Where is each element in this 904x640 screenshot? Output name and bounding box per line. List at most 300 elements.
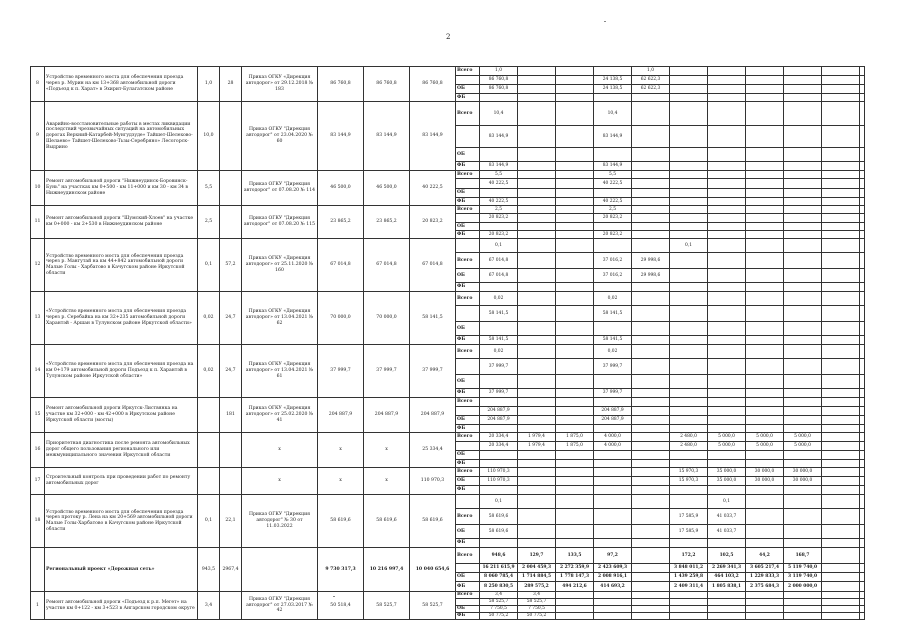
finance-cell: 0,1 xyxy=(480,495,518,509)
finance-cell: 1 714 884,5 xyxy=(518,573,556,582)
finance-cell-empty xyxy=(632,599,670,606)
finance-cell: 58 141,5 xyxy=(594,336,632,345)
finance-cell xyxy=(670,322,708,336)
finance-source-label: Всего xyxy=(456,171,480,179)
finance-cell xyxy=(556,407,594,416)
finance-cell: 83 144,9 xyxy=(480,126,518,148)
finance-cell xyxy=(860,509,865,525)
finance-cell: 464 103,2 xyxy=(708,573,746,582)
finance-cell xyxy=(518,398,556,407)
duration xyxy=(220,206,242,239)
finance-cell xyxy=(594,525,632,539)
finance-cell xyxy=(860,231,865,239)
finance-cell xyxy=(670,94,708,102)
finance-cell xyxy=(822,345,860,359)
finance-cell: 0,02 xyxy=(594,345,632,359)
finance-cell: 58 619,6 xyxy=(480,525,518,539)
finance-cell xyxy=(860,269,865,283)
project-name: Устройство временного моста для обеспечения проезда через протоку р. Лена на км 20+569 автомобильной дороги Малые Голы-Харбатово в Качугском районе Иркутской области xyxy=(45,495,198,548)
finance-source-label: ОБ xyxy=(456,322,480,336)
finance-cell xyxy=(594,451,632,460)
finance-cell xyxy=(480,451,518,460)
total-financing: 58 141,5 xyxy=(410,292,456,345)
finance-cell-empty xyxy=(784,613,822,620)
duration: 2967,4 xyxy=(220,548,242,592)
finance-cell xyxy=(746,253,784,269)
finance-cell: 0,02 xyxy=(594,292,632,306)
finance-cell xyxy=(632,582,670,592)
contract-cost: 86 760,8 xyxy=(364,67,410,102)
finance-cell-empty xyxy=(822,592,860,599)
finance-cell xyxy=(860,102,865,126)
finance-cell-empty xyxy=(670,613,708,620)
finance-cell xyxy=(784,425,822,433)
finance-cell xyxy=(708,451,746,460)
finance-cell: 2 480,0 xyxy=(670,442,708,451)
finance-cell-empty xyxy=(860,548,865,564)
finance-cell xyxy=(822,359,860,375)
finance-cell: 37 016,2 xyxy=(594,253,632,269)
finance-cell xyxy=(556,416,594,425)
finance-source-label: ОБ xyxy=(456,189,480,198)
finance-cell xyxy=(632,189,670,198)
finance-source-label: ОБ xyxy=(456,525,480,539)
finance-cell xyxy=(670,162,708,171)
finance-cell: 204 887,9 xyxy=(480,407,518,416)
basis-document: Приказ ОГКУ «Дирекция автодорог» от 25.02.2020 № 41 xyxy=(242,398,318,433)
total-financing: 110 970,3 xyxy=(410,468,456,495)
finance-cell xyxy=(594,486,632,495)
finance-cell xyxy=(632,179,670,189)
finance-cell xyxy=(784,231,822,239)
finance-cell xyxy=(480,189,518,198)
finance-cell xyxy=(822,223,860,231)
finance-cell xyxy=(746,148,784,162)
finance-source-label: ФБ xyxy=(456,162,480,171)
finance-cell xyxy=(822,425,860,433)
estimated-cost: x xyxy=(318,433,364,468)
finance-cell xyxy=(556,253,594,269)
finance-cell: 15 970,3 xyxy=(670,477,708,486)
finance-cell xyxy=(518,509,556,525)
finance-cell xyxy=(822,231,860,239)
duration: 28 xyxy=(220,67,242,102)
finance-cell: 30 000,0 xyxy=(746,477,784,486)
finance-cell xyxy=(708,359,746,375)
finance-cell: 44,2 xyxy=(746,548,784,564)
finance-cell xyxy=(594,189,632,198)
finance-cell: 10,4 xyxy=(480,102,518,126)
finance-cell xyxy=(746,171,784,179)
finance-cell xyxy=(518,67,556,76)
finance-cell xyxy=(860,433,865,442)
finance-cell xyxy=(594,425,632,433)
finance-cell xyxy=(632,239,670,253)
finance-cell xyxy=(784,416,822,425)
duration xyxy=(220,171,242,206)
finance-cell-empty xyxy=(784,599,822,606)
finance-cell xyxy=(518,179,556,189)
length-km xyxy=(198,468,220,495)
finance-cell xyxy=(632,375,670,389)
finance-cell xyxy=(860,253,865,269)
finance-cell xyxy=(708,239,746,253)
finance-source-label: ФБ xyxy=(456,460,480,468)
finance-cell xyxy=(708,486,746,495)
finance-cell xyxy=(708,67,746,76)
project-name: Ремонт автомобильной дороги "Шумский-Хлоев" на участке км 0+000 - км 2+530 в Нижнеудинском районе xyxy=(45,206,198,239)
finance-cell: 35 000,0 xyxy=(708,468,746,477)
finance-cell: 4 000,0 xyxy=(594,442,632,451)
finance-cell xyxy=(632,433,670,442)
finance-cell xyxy=(860,525,865,539)
finance-cell xyxy=(822,322,860,336)
finance-cell xyxy=(670,189,708,198)
finance-cell xyxy=(708,231,746,239)
finance-source-label: Всего xyxy=(456,292,480,306)
finance-cell-empty xyxy=(670,592,708,599)
row-number xyxy=(31,548,45,592)
finance-cell xyxy=(708,171,746,179)
finance-cell xyxy=(746,189,784,198)
finance-cell xyxy=(822,477,860,486)
finance-cell: 1 875,0 xyxy=(556,442,594,451)
finance-cell xyxy=(708,85,746,94)
finance-cell xyxy=(518,76,556,85)
finance-cell xyxy=(746,495,784,509)
finance-cell xyxy=(556,389,594,398)
basis-document: Приказ ОГКУ "Дирекция автодорог" от 07.08.20 № 114 xyxy=(242,171,318,206)
finance-cell xyxy=(518,189,556,198)
finance-cell xyxy=(518,253,556,269)
finance-cell xyxy=(746,336,784,345)
finance-cell xyxy=(518,451,556,460)
finance-source-label: ОБ xyxy=(456,85,480,94)
finance-cell xyxy=(784,375,822,389)
finance-cell: 5 000,0 xyxy=(784,442,822,451)
finance-cell: 7 750,5 xyxy=(480,606,518,613)
finance-cell xyxy=(708,460,746,468)
finance-cell xyxy=(556,468,594,477)
finance-cell xyxy=(518,539,556,548)
finance-cell xyxy=(594,613,632,620)
length-km: 2,5 xyxy=(198,206,220,239)
finance-source-label: ФБ xyxy=(456,486,480,495)
finance-cell xyxy=(784,239,822,253)
finance-cell: 3 848 011,2 xyxy=(670,564,708,573)
finance-cell xyxy=(518,425,556,433)
finance-cell xyxy=(556,223,594,231)
finance-cell: 58 141,5 xyxy=(480,336,518,345)
basis-document: x xyxy=(242,468,318,495)
finance-cell xyxy=(556,322,594,336)
finance-cell xyxy=(708,425,746,433)
finance-cell: 1 875,0 xyxy=(556,433,594,442)
finance-cell xyxy=(594,239,632,253)
finance-source-label: ОБ xyxy=(456,606,480,613)
finance-cell xyxy=(822,253,860,269)
finance-cell xyxy=(860,306,865,322)
finance-cell xyxy=(708,375,746,389)
finance-cell xyxy=(860,486,865,495)
finance-cell xyxy=(746,407,784,416)
finance-cell xyxy=(556,592,594,599)
finance-cell: 20 334,4 xyxy=(480,433,518,442)
finance-cell-empty xyxy=(822,613,860,620)
row-number: 11 xyxy=(31,206,45,239)
finance-cell xyxy=(518,198,556,206)
finance-cell xyxy=(670,398,708,407)
finance-cell xyxy=(784,214,822,223)
finance-cell xyxy=(670,375,708,389)
basis-document: Приказ ОГКУ «Дирекция автодорог» от 13.04.2021 № 62 xyxy=(242,292,318,345)
finance-cell-empty xyxy=(784,592,822,599)
finance-cell: 41 033,7 xyxy=(708,509,746,525)
finance-cell xyxy=(746,389,784,398)
table-row xyxy=(31,206,865,214)
estimated-cost: 58 619,6 xyxy=(318,495,364,548)
finance-cell xyxy=(708,398,746,407)
finance-cell xyxy=(784,179,822,189)
finance-cell-empty xyxy=(822,582,860,592)
length-km xyxy=(198,433,220,468)
table-row xyxy=(31,239,865,253)
finance-cell: 20 823,2 xyxy=(480,231,518,239)
finance-cell xyxy=(518,322,556,336)
finance-cell-empty xyxy=(708,592,746,599)
finance-cell: 58 525,7 xyxy=(480,599,518,606)
finance-cell: 67 014,8 xyxy=(480,269,518,283)
finance-cell-empty xyxy=(632,606,670,613)
finance-cell: 62 622,3 xyxy=(632,85,670,94)
row-number: 16 xyxy=(31,433,45,468)
finance-cell: 2 008 916,1 xyxy=(594,573,632,582)
finance-cell xyxy=(860,85,865,94)
finance-cell-empty xyxy=(860,613,865,620)
total-financing: 40 222,5 xyxy=(410,171,456,206)
finance-cell xyxy=(670,495,708,509)
finance-cell xyxy=(556,162,594,171)
contract-cost: 37 999,7 xyxy=(364,345,410,398)
finance-source-label: ОБ xyxy=(456,148,480,162)
finance-cell xyxy=(518,486,556,495)
length-km: 10,0 xyxy=(198,102,220,171)
finance-cell xyxy=(670,126,708,148)
finance-cell xyxy=(822,398,860,407)
finance-cell xyxy=(518,477,556,486)
finance-cell: 3,4 xyxy=(518,592,556,599)
finance-cell xyxy=(822,239,860,253)
finance-source-label: ФБ xyxy=(456,231,480,239)
contract-cost: x xyxy=(364,468,410,495)
finance-cell xyxy=(594,94,632,102)
finance-cell xyxy=(480,398,518,407)
finance-cell: 110 970,3 xyxy=(480,468,518,477)
finance-cell xyxy=(632,359,670,375)
finance-cell xyxy=(708,94,746,102)
finance-cell xyxy=(860,345,865,359)
finance-cell xyxy=(556,102,594,126)
finance-cell xyxy=(594,223,632,231)
finance-cell xyxy=(746,509,784,525)
program-table xyxy=(30,66,865,620)
finance-cell xyxy=(518,171,556,179)
finance-cell xyxy=(746,359,784,375)
finance-cell xyxy=(822,442,860,451)
finance-cell xyxy=(556,269,594,283)
finance-cell xyxy=(708,162,746,171)
finance-cell xyxy=(784,148,822,162)
finance-cell xyxy=(632,548,670,564)
finance-cell xyxy=(518,126,556,148)
finance-cell: 30 000,0 xyxy=(746,468,784,477)
finance-cell: 2,5 xyxy=(594,206,632,214)
finance-cell xyxy=(518,460,556,468)
finance-source-label xyxy=(456,126,480,148)
finance-cell xyxy=(518,359,556,375)
finance-cell-empty xyxy=(708,599,746,606)
finance-cell xyxy=(632,573,670,582)
finance-cell: 30 000,0 xyxy=(784,477,822,486)
finance-cell xyxy=(784,525,822,539)
finance-cell xyxy=(632,94,670,102)
finance-cell xyxy=(556,539,594,548)
basis-document: Приказ ОГКУ «Дирекция автодорог» от 25.11.2020 № 160 xyxy=(242,239,318,292)
finance-cell: 5 000,0 xyxy=(746,442,784,451)
finance-cell: 8 250 830,5 xyxy=(480,582,518,592)
project-name: Строительный контроль при проведении работ по ремонту автомобильных дорог xyxy=(45,468,198,495)
finance-cell xyxy=(708,416,746,425)
project-name: Устройство временного моста для обеспечения проезда через р. Мангутай на км 44+842 автомобильной дороги Малые Голы - Харбатово в Качугском районе Иркутской области xyxy=(45,239,198,292)
finance-cell xyxy=(860,283,865,292)
contract-cost: 204 887,9 xyxy=(364,398,410,433)
finance-cell xyxy=(784,283,822,292)
finance-cell xyxy=(480,283,518,292)
finance-cell-empty xyxy=(670,599,708,606)
finance-cell: 83 144,9 xyxy=(594,162,632,171)
finance-source-label: Всего xyxy=(456,345,480,359)
finance-cell xyxy=(746,425,784,433)
finance-cell xyxy=(860,468,865,477)
finance-cell xyxy=(746,322,784,336)
finance-cell xyxy=(632,223,670,231)
finance-cell xyxy=(708,336,746,345)
finance-cell: 20 823,2 xyxy=(480,214,518,223)
finance-cell xyxy=(480,322,518,336)
finance-cell xyxy=(708,306,746,322)
finance-cell xyxy=(822,486,860,495)
finance-cell: 29 998,6 xyxy=(632,269,670,283)
finance-cell xyxy=(746,345,784,359)
project-name: Ремонт автомобильной дороги Иркутск-Листвянка на участке км 32+000 - км 42+000 в Иркутском районе Иркутской области (мосты) xyxy=(45,398,198,433)
finance-source-label: ФБ xyxy=(456,94,480,102)
finance-cell xyxy=(556,375,594,389)
finance-cell: 1 979,4 xyxy=(518,442,556,451)
finance-cell xyxy=(632,468,670,477)
finance-cell xyxy=(670,336,708,345)
finance-cell xyxy=(784,486,822,495)
duration: 57,2 xyxy=(220,239,242,292)
finance-cell xyxy=(556,76,594,85)
finance-source-label: Всего xyxy=(456,253,480,269)
finance-cell xyxy=(860,76,865,85)
finance-cell xyxy=(708,76,746,85)
table-row xyxy=(31,398,865,407)
page-number: 2 xyxy=(446,33,451,41)
finance-cell: 5,5 xyxy=(594,171,632,179)
finance-cell xyxy=(594,398,632,407)
finance-cell xyxy=(556,306,594,322)
finance-cell: 37 016,2 xyxy=(594,269,632,283)
finance-cell xyxy=(708,102,746,126)
finance-cell: 2 375 684,3 xyxy=(746,582,784,592)
finance-cell: 2 480,0 xyxy=(670,433,708,442)
finance-cell xyxy=(594,477,632,486)
finance-cell: 2 423 609,3 xyxy=(594,564,632,573)
contract-cost: 67 014,8 xyxy=(364,239,410,292)
finance-cell: 30 000,0 xyxy=(784,468,822,477)
basis-document: Приказ ОГКУ «Дирекция автодорог» от 29.12.2018 № 183 xyxy=(242,67,318,102)
finance-cell xyxy=(632,425,670,433)
table-row xyxy=(31,345,865,359)
finance-cell: 0,02 xyxy=(480,292,518,306)
finance-cell: 1 778 147,3 xyxy=(556,573,594,582)
finance-cell: 58 141,5 xyxy=(594,306,632,322)
finance-cell xyxy=(860,359,865,375)
finance-cell-empty xyxy=(784,606,822,613)
finance-cell xyxy=(670,486,708,495)
total-financing: 37 999,7 xyxy=(410,345,456,398)
finance-source-label: Всего xyxy=(456,592,480,599)
finance-cell xyxy=(784,359,822,375)
table-row xyxy=(31,433,865,442)
finance-cell: 29 998,6 xyxy=(632,253,670,269)
total-financing: 86 760,8 xyxy=(410,67,456,102)
estimated-cost: x xyxy=(318,468,364,495)
contract-cost: 58 525,7 xyxy=(364,592,410,620)
finance-cell: 20 334,4 xyxy=(480,442,518,451)
finance-cell xyxy=(860,442,865,451)
finance-cell-empty xyxy=(632,613,670,620)
finance-source-label xyxy=(456,239,480,253)
finance-cell xyxy=(746,179,784,189)
finance-cell xyxy=(822,292,860,306)
estimated-cost: 83 144,9 xyxy=(318,102,364,171)
finance-cell xyxy=(708,389,746,398)
finance-cell: 20 823,2 xyxy=(594,214,632,223)
finance-cell xyxy=(556,198,594,206)
finance-cell xyxy=(594,460,632,468)
finance-cell: 494 212,6 xyxy=(556,582,594,592)
project-name: Региональный проект «Дорожная сеть» xyxy=(45,548,198,592)
finance-cell xyxy=(708,283,746,292)
finance-cell xyxy=(670,283,708,292)
estimated-cost: 23 865,2 xyxy=(318,206,364,239)
finance-cell xyxy=(556,486,594,495)
finance-cell xyxy=(784,206,822,214)
contract-cost: 10 216 997,4 xyxy=(364,548,410,592)
finance-source-label xyxy=(456,359,480,375)
finance-cell xyxy=(708,539,746,548)
finance-cell xyxy=(822,189,860,198)
row-number: 14 xyxy=(31,345,45,398)
finance-source-label: ОБ xyxy=(456,451,480,460)
finance-cell-empty xyxy=(822,599,860,606)
finance-cell-empty xyxy=(860,564,865,573)
finance-cell: 40 222,5 xyxy=(594,198,632,206)
finance-cell xyxy=(556,94,594,102)
length-km: 0,1 xyxy=(198,239,220,292)
